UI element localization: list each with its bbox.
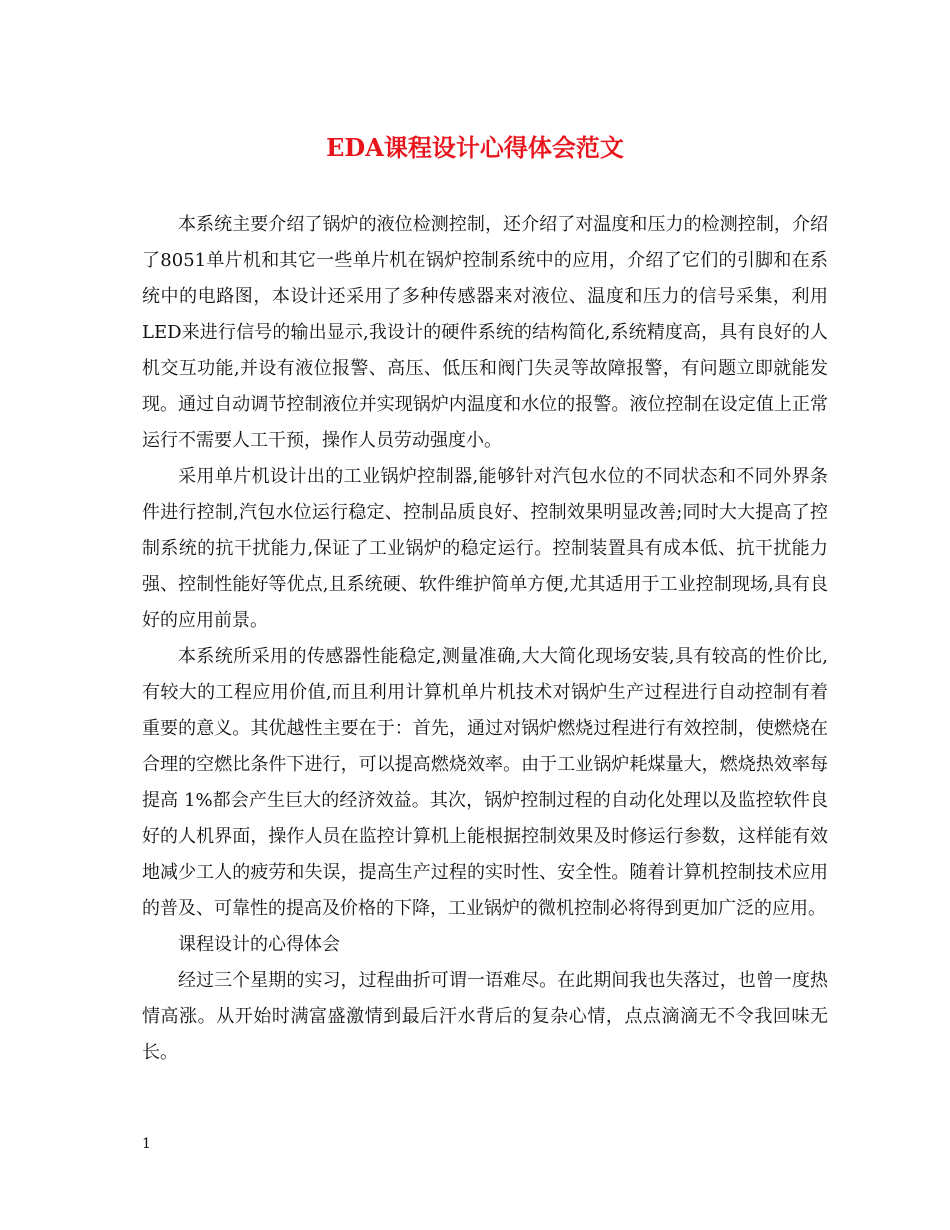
paragraph-controller-design: 采用单片机设计出的工业锅炉控制器,能够针对汽包水位的不同状态和不同外界条件进行控制,汽包水位运行稳定、控制品质良好、控制效果明显改善;同时大大提高了控制系统的抗干扰能力,保证了工业锅炉的稳定运行。控制装置具有成本低、抗干扰能力强、控制性能好等优点,且系统硬、软件维护简单方便,尤其适用于工业控制现场,具有良好的应用前景。 — [142, 466, 828, 631]
document-body — [142, 207, 828, 1071]
document-title: EDA课程设计心得体会范文 — [326, 133, 624, 162]
paragraph-experience: 经过三个星期的实习，过程曲折可谓一语难尽。在此期间我也失落过，也曾一度热情高涨。从开始时满富盛激情到最后汗水背后的复杂心情，点点滴滴无不令我回味无长。 — [142, 970, 828, 1063]
paragraph-section-heading: 课程设计的心得体会 — [178, 934, 340, 955]
paragraph-sensor-advantages: 本系统所采用的传感器性能稳定,测量准确,大大简化现场安装,具有较高的性价比,有较大的工程应用价值,而且利用计算机单片机技术对锅炉生产过程进行自动控制有着重要的意义。其优越性主要在于：首先，通过对锅炉燃烧过程进行有效控制，使燃烧在合理的空燃比条件下进行，可以提高燃烧效率。由于工业锅炉耗煤量大，燃烧热效率每提高 1%都会产生巨大的经济效益。其次，锅炉控制过程的自动化处理以及监控软件良好的人机界面，操作人员在监控计算机上能根据控制效果及时修运行参数，这样能有效地减少工人的疲劳和失误，提高生产过程的实时性、安全性。随着计算机控制技术应用的普及、可靠性的提高及价格的下降，工业锅炉的微机控制必将得到更加广泛的应用。 — [142, 646, 828, 919]
page-number: 1 — [142, 1136, 151, 1152]
paragraph-system-intro: 本系统主要介绍了锅炉的液位检测控制，还介绍了对温度和压力的检测控制，介绍了8051单片机和其它一些单片机在锅炉控制系统中的应用，介绍了它们的引脚和在系统中的电路图，本设计还采用了多种传感器来对液位、温度和压力的信号采集，利用LED来进行信号的输出显示,我设计的硬件系统的结构简化,系统精度高，具有良好的人机交互功能,并设有液位报警、高压、低压和阀门失灵等故障报警，有问题立即就能发现。通过自动调节控制液位并实现锅炉内温度和水位的报警。液位控制在设定值上正常运行不需要人工干预，操作人员劳动强度小。 — [142, 214, 828, 451]
